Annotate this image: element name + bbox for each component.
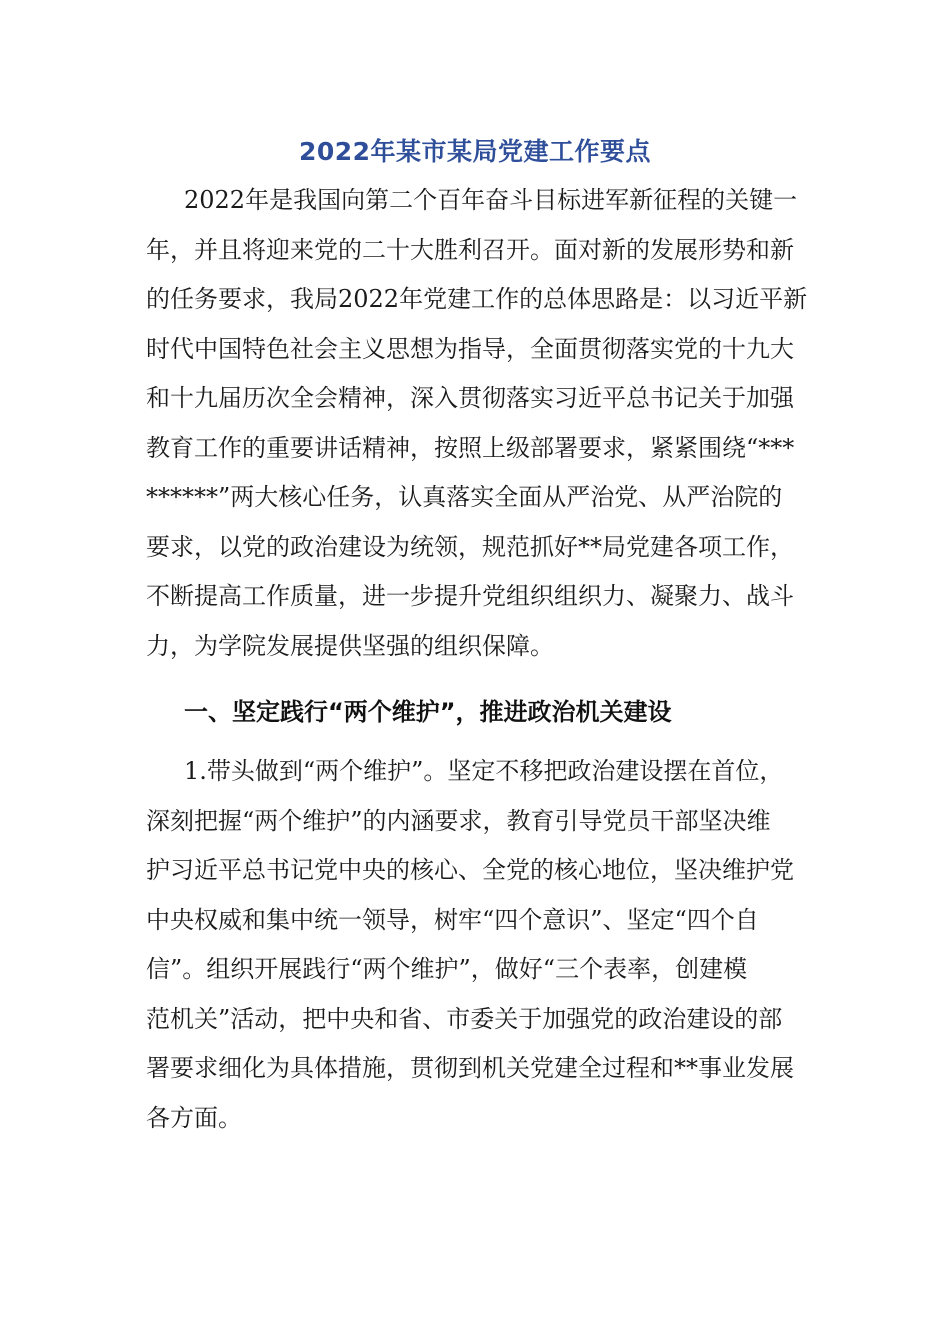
paragraph-line: 护习近平总书记党中央的核心、全党的核心地位，坚决维护党 [146, 856, 794, 884]
paragraph-line: 信”。组织开展践行“两个维护”，做好“三个表率，创建模 [146, 955, 748, 983]
paragraph-line: 要求，以党的政治建设为统领，规范抓好**局党建各项工作， [146, 532, 794, 561]
intro-paragraph [146, 176, 806, 671]
paragraph-line: 深刻把握“两个维护”的内涵要求，教育引导党员干部坚决维 [146, 806, 771, 835]
paragraph-line: 署要求细化为具体措施，贯彻到机关党建全过程和**事业发展 [146, 1054, 794, 1082]
paragraph-line: 和十九届历次全会精神，深入贯彻落实习近平总书记关于加强 [146, 384, 794, 412]
paragraph-line: ******”两大核心任务，认真落实全面从严治党、从严治院的 [146, 483, 783, 511]
paragraph-line: 2022年是我国向第二个百年奋斗目标进军新征程的关键一 [184, 186, 798, 214]
paragraph-line: 中央权威和集中统一领导，树牢“四个意识”、坚定“四个自 [146, 905, 759, 934]
section-heading: 一、坚定践行“两个维护”，推进政治机关建设 [184, 698, 672, 726]
paragraph-line: 时代中国特色社会主义思想为指导，全面贯彻落实党的十九大 [146, 334, 794, 363]
document-title: 2022年某市某局党建工作要点 [298, 137, 652, 166]
paragraph-line: 的任务要求，我局2022年党建工作的总体思路是：以习近平新 [146, 285, 808, 313]
paragraph-line: 范机关”活动，把中央和省、市委关于加强党的政治建设的部 [146, 1004, 783, 1033]
paragraph-line: 1.带头做到“两个维护”。坚定不移把政治建设摆在首位， [184, 757, 784, 785]
paragraph-line: 各方面。 [146, 1103, 242, 1132]
paragraph-line: 教育工作的重要讲话精神，按照上级部署要求，紧紧围绕“*** [146, 433, 795, 462]
item-paragraph [146, 747, 806, 1143]
paragraph-line: 力，为学院发展提供坚强的组织保障。 [146, 631, 554, 660]
paragraph-line: 年，并且将迎来党的二十大胜利召开。面对新的发展形势和新 [146, 235, 794, 264]
paragraph-line: 不断提高工作质量，进一步提升党组织组织力、凝聚力、战斗 [146, 582, 794, 610]
